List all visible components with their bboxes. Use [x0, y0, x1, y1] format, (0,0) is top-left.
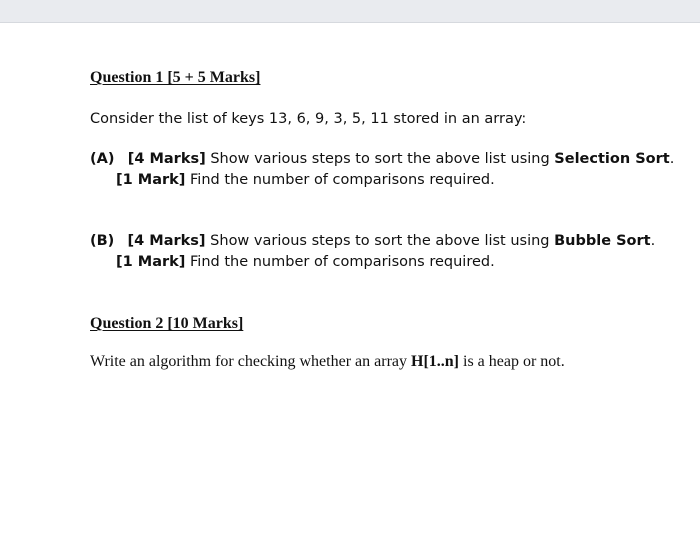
part-b-method: Bubble Sort — [554, 233, 651, 249]
part-b-comparisons-marks: [1 Mark] — [116, 254, 186, 270]
question-1-heading: Question 1 [5 + 5 Marks] — [90, 69, 261, 86]
part-a-method: Selection Sort — [554, 151, 670, 167]
question-1-intro: Consider the list of keys 13, 6, 9, 3, 5, 11 stored in an array: — [90, 111, 527, 127]
part-a-comparisons-text: Find the number of comparisons required. — [185, 172, 495, 188]
part-a-suffix: . — [669, 151, 675, 167]
part-b-text: Show various steps to sort the above list using — [205, 233, 555, 249]
part-b-suffix: . — [650, 233, 656, 249]
part-a-marks: [4 Marks] — [127, 151, 206, 167]
question-2-array-name: H[1..n] — [411, 353, 459, 370]
part-a-text: Show various steps to sort the above list using — [205, 151, 555, 167]
part-a-label: (A) — [90, 151, 115, 167]
part-b-line-1 — [90, 233, 655, 249]
part-b-marks: [4 Marks] — [127, 233, 206, 249]
question-2-text — [90, 353, 565, 371]
question-2-text-after: is a heap or not. — [459, 353, 565, 370]
part-b-comparisons-text: Find the number of comparisons required. — [185, 254, 495, 270]
part-b-line-2 — [116, 254, 495, 270]
part-a-line-1 — [90, 151, 674, 167]
part-a-line-2 — [116, 172, 495, 188]
question-2-heading: Question 2 [10 Marks] — [90, 315, 244, 332]
part-b-label: (B) — [90, 233, 115, 249]
document-page — [0, 22, 700, 552]
part-a-comparisons-marks: [1 Mark] — [116, 172, 186, 188]
question-2-text-before: Write an algorithm for checking whether an array — [90, 353, 411, 370]
